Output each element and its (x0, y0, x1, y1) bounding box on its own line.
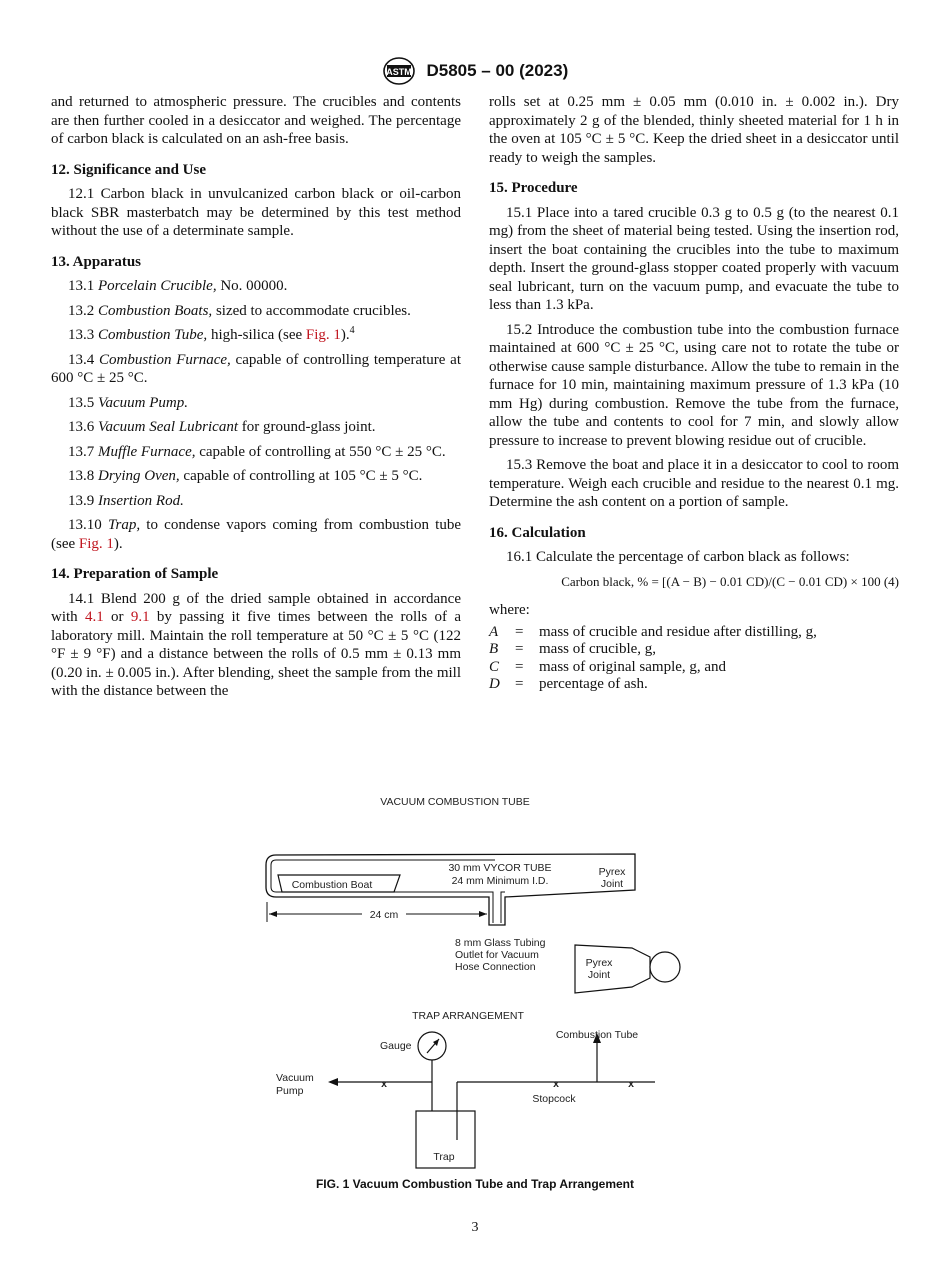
page-number: 3 (471, 1220, 479, 1235)
apparatus-13-4: 13.4 Combustion Furnace, capable of controlling temperature at 600 °C ± 25 °C. (51, 351, 462, 386)
variable-definitions (489, 624, 817, 694)
apparatus-13-2: 13.2 Combustion Boats, sized to accommodate crucibles. (68, 302, 411, 319)
apparatus-13-6: 13.6 Vacuum Seal Lubricant for ground-glass joint. (68, 419, 376, 435)
label-gauge: Gauge (380, 1040, 412, 1052)
label-pyrex-joint-2a: Pyrex (585, 957, 613, 969)
definition-row: B = mass of crucible, g, (489, 641, 657, 657)
section-14-heading: 14. Preparation of Sample (51, 566, 219, 582)
section-15-heading: 15. Procedure (489, 180, 578, 196)
apparatus-13-8: 13.8 Drying Oven, capable of controlling at 105 °C ± 5 °C. (68, 468, 423, 484)
figure-1 (250, 790, 700, 1170)
label-min-id: 24 mm Minimum I.D. (451, 875, 549, 887)
label-stopcock: Stopcock (532, 1093, 576, 1105)
vacuum-arrow (328, 1078, 338, 1086)
page-header (0, 56, 950, 86)
fig-title-tube: VACUUM COMBUSTION TUBE (380, 796, 530, 808)
gauge-icon (418, 1032, 446, 1060)
continued-paragraph: rolls set at 0.25 mm ± 0.05 mm (0.010 in. ± 0.002 in.). Dry approximately 2 g of the blended, thinly sheeted material for 1 h in the oven at 105 °C ± 5 °C. Keep the dried sheet in a desiccator until ready to weigh the samples. (489, 94, 899, 166)
valve-mark-1: x (381, 1078, 387, 1090)
label-pyrex-joint-2b: Joint (587, 969, 611, 981)
label-combustion-tube: Combustion Tube (555, 1029, 639, 1041)
label-outlet-2: Outlet for Vacuum (455, 949, 539, 961)
label-24cm: 24 cm (369, 909, 399, 921)
valve-mark-3: x (628, 1078, 634, 1090)
definition-row: C = mass of original sample, g, and (489, 658, 727, 675)
standard-number: D5805 – 00 (2023) (426, 61, 569, 80)
section-12-heading: 12. Significance and Use (51, 161, 207, 178)
paragraph-15-1: 15.1 Place into a tared crucible 0.3 g to 0.5 g (to the nearest 0.1 mg) from the sheet of material being tested. Using the insertion rod, insert the boat containing the crucibles into the tube to maximum depth. Insert the ground-glass stopper coated properly with vacuum seal lubricant, turn on the vacuum pump, and evacuate the tube to less than 1.3 kPa. (489, 204, 899, 313)
apparatus-13-9: 13.9 Insertion Rod. (68, 492, 184, 509)
apparatus-13-5: 13.5 Vacuum Pump. (68, 394, 188, 411)
definition-row: A = mass of crucible and residue after distilling, g, (489, 623, 817, 640)
fig-1-link[interactable]: Fig. 1 (305, 327, 341, 343)
definition-row: D = percentage of ash. (489, 676, 648, 692)
section-9-1-link[interactable]: 9.1 (130, 609, 150, 625)
stopper-bulb (650, 952, 680, 982)
label-vacuum-1: Vacuum (276, 1072, 314, 1084)
label-combustion-boat: Combustion Boat (291, 879, 373, 891)
figure-1-diagram (250, 790, 700, 1170)
apparatus-13-1: 13.1 Porcelain Crucible, No. 00000. (68, 278, 288, 294)
paragraph-15-2: 15.2 Introduce the combustion tube into the combustion furnace maintained at 600 °C ± 25 °C, using care not to rotate the tube or otherwise cause sample disturbance. Allow the tube to remain in the furnace for 10 min, maintaining maximum pressure of 1.3 kPa (10 mm Hg) during combustion. Remove the tube from the furnace, allow the tube and contents to cool for 7 min, and slowly allow pressure to increase to prevent blowing residue out of crucible. (489, 321, 899, 449)
figure-caption: FIG. 1 Vacuum Combustion Tube and Trap Arrangement (315, 1177, 635, 1191)
left-column (51, 93, 461, 707)
label-outlet-1: 8 mm Glass Tubing (455, 937, 546, 949)
where-label: where: (489, 602, 530, 618)
carbon-black-formula: Carbon black, % = [(A − B) − 0.01 CD)/(C − 0.01 CD) × 100 (4) (561, 573, 899, 589)
paragraph-12-1: 12.1 Carbon black in unvulcanized carbon black or oil-carbon black SBR masterbatch may be determined by this test method without the use of a determinate sample. (51, 186, 461, 239)
apparatus-13-7: 13.7 Muffle Furnace, capable of controlling at 550 °C ± 25 °C. (68, 443, 446, 460)
dimension-arrow-right (479, 911, 487, 917)
footnote-ref: 4 (349, 325, 355, 336)
paragraph-15-3: 15.3 Remove the boat and place it in a desiccator to cool to room temperature. Weigh each crucible and residue to the nearest 0.1 mg. Determine the ash content on a portion of sample. (489, 457, 899, 510)
paragraph-14-1: 14.1 Blend 200 g of the dried sample obtained in accordance with 4.1 or 9.1 by passing it five times between the rolls of a laboratory mill. Maintain the roll temperature at 50 °C ± 5 °C (122 °F ± 9 °F) and a distance between the rolls of 0.5 mm ± 0.13 mm (0.20 in. ± 0.005 in.). After blending, sheet the sample from the mill with the distance between the (51, 590, 461, 699)
section-4-1-link[interactable]: 4.1 (84, 609, 104, 625)
label-pyrex-joint-1b: Joint (600, 878, 624, 890)
section-13-heading: 13. Apparatus (51, 253, 142, 270)
paragraph-16-1: 16.1 Calculate the percentage of carbon black as follows: (506, 549, 850, 565)
label-vacuum-2: Pump (276, 1085, 304, 1097)
section-16-heading: 16. Calculation (489, 524, 586, 541)
apparatus-13-3: 13.3 Combustion Tube, high-silica (see Fig. 1).$^4$ (68, 325, 355, 343)
fig-title-trap: TRAP ARRANGEMENT (412, 1010, 524, 1022)
label-vycor-tube: 30 mm VYCOR TUBE (448, 862, 552, 874)
svg-text:ASTM: ASTM (385, 67, 412, 77)
dimension-arrow-left (269, 911, 277, 917)
label-outlet-3: Hose Connection (455, 961, 536, 973)
fig-1-link[interactable]: Fig. 1 (78, 535, 114, 552)
label-trap: Trap (433, 1151, 455, 1163)
label-pyrex-joint-1a: Pyrex (598, 866, 626, 878)
apparatus-13-10: 13.10 Trap, to condense vapors coming from combustion tube (see Fig. 1). (51, 517, 462, 552)
intro-paragraph: and returned to atmospheric pressure. The crucibles and contents are then further cooled in a desiccator and weighed. The percentage of carbon black is calculated on an ash-free basis. (51, 94, 461, 147)
astm-logo-icon (382, 56, 416, 86)
right-column (489, 93, 899, 694)
valve-mark-2: x (553, 1078, 559, 1090)
pyrex-joint-stopper (575, 945, 650, 993)
